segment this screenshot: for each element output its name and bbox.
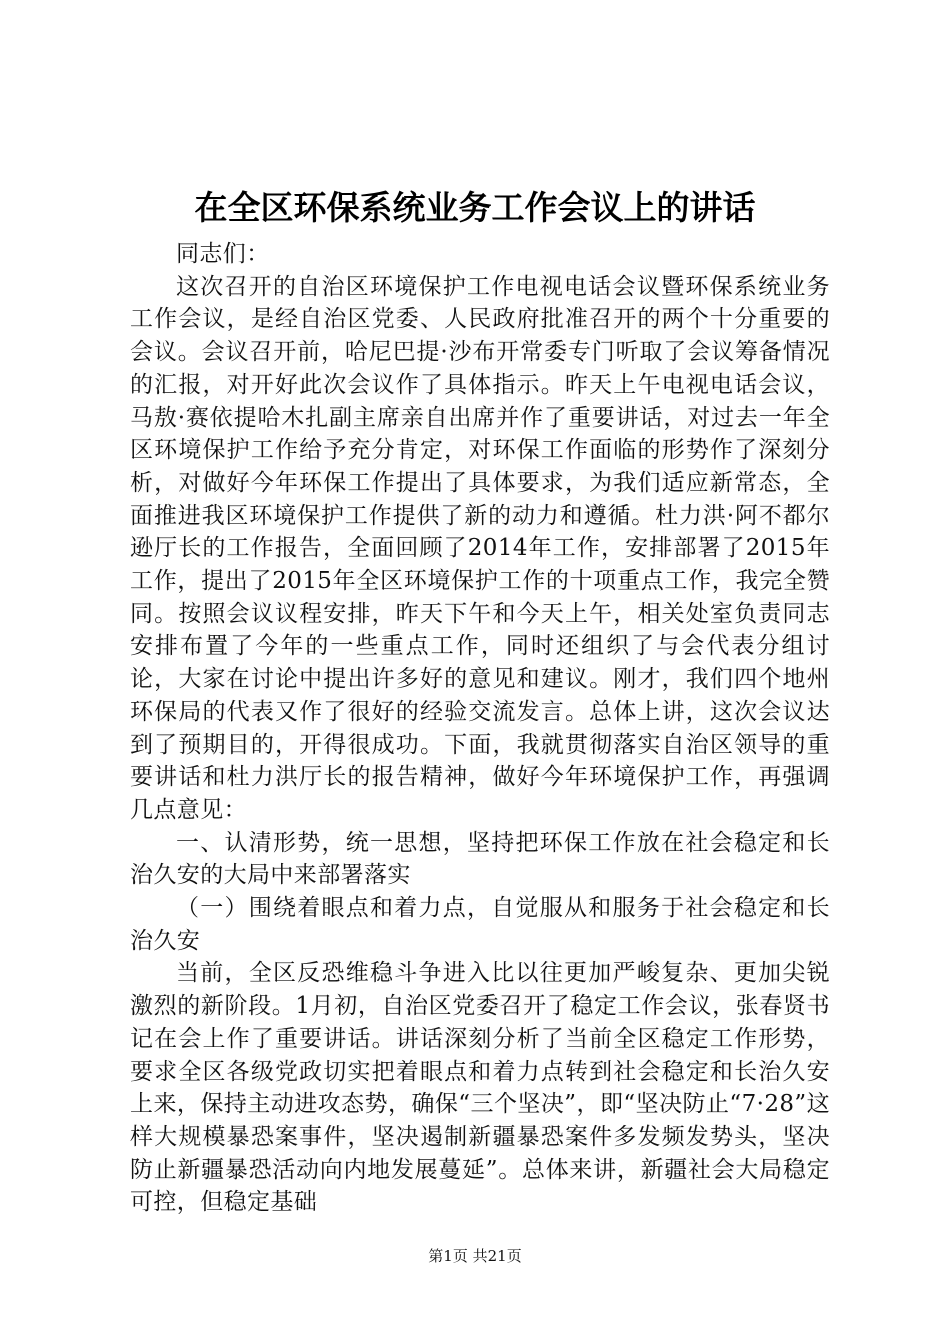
section-heading: 一、认清形势，统一思想，坚持把环保工作放在社会稳定和长治久安的大局中来部署落实 — [130, 829, 830, 889]
greeting: 同志们： — [176, 241, 270, 267]
subsection-heading: （一）围绕着眼点和着力点，自觉服从和服务于社会稳定和长治久安 — [130, 895, 830, 954]
document-body — [130, 238, 830, 1219]
page-footer: 第1页 共21页 — [428, 1247, 522, 1265]
paragraph: 这次召开的自治区环境保护工作电视电话会议暨环保系统业务工作会议，是经自治区党委、人民政府批准召开的两个十分重要的会议。会议召开前，哈尼巴提·沙布开常委专门听取了会议筹备情况的汇报，对开好此次会议作了具体指示。昨天上午电视电话会议，马敖·赛依提哈木扎副主席亲自出席并作了重要讲话，对过去一年全区环境保护工作给予充分肯定，对环保工作面临的形势作了深刻分析，对做好今年环保工作提出了具体要求，为我们适应新常态，全面推进我区环境保护工作提供了新的动力和遵循。杜力洪·阿不都尔逊厅长的工作报告，全面回顾了2014年工作，安排部署了2015年工作，提出了2015年全区环境保护工作的十项重点工作，我完全赞同。按照会议议程安排，昨天下午和今天上午，相关处室负责同志安排布置了今年的一些重点工作，同时还组织了与会代表分组讨论，大家在讨论中提出许多好的意见和建议。刚才，我们四个地州环保局的代表又作了很好的经验交流发言。总体上讲，这次会议达到了预期目的，开得很成功。下面，我就贯彻落实自治区领导的重要讲话和杜力洪厅长的报告精神，做好今年环境保护工作，再强调几点意见： — [130, 273, 830, 823]
document-title: 在全区环保系统业务工作会议上的讲话 — [194, 188, 756, 227]
paragraph: 当前，全区反恐维稳斗争进入比以往更加严峻复杂、更加尖锐激烈的新阶段。1月初，自治区党委召开了稳定工作会议，张春贤书记在会上作了重要讲话。讲话深刻分析了当前全区稳定工作形势，要求全区各级党政切实把着眼点和着力点转到社会稳定和长治久安上来，保持主动进攻态势，确保“三个坚决”，即“坚决防止“7·28”这样大规模暴恐案事件，坚决遏制新疆暴恐案件多发频发势头，坚决防止新疆暴恐活动向内地发展蔓延”。总体来讲，新疆社会大局稳定可控，但稳定基础 — [130, 960, 830, 1216]
